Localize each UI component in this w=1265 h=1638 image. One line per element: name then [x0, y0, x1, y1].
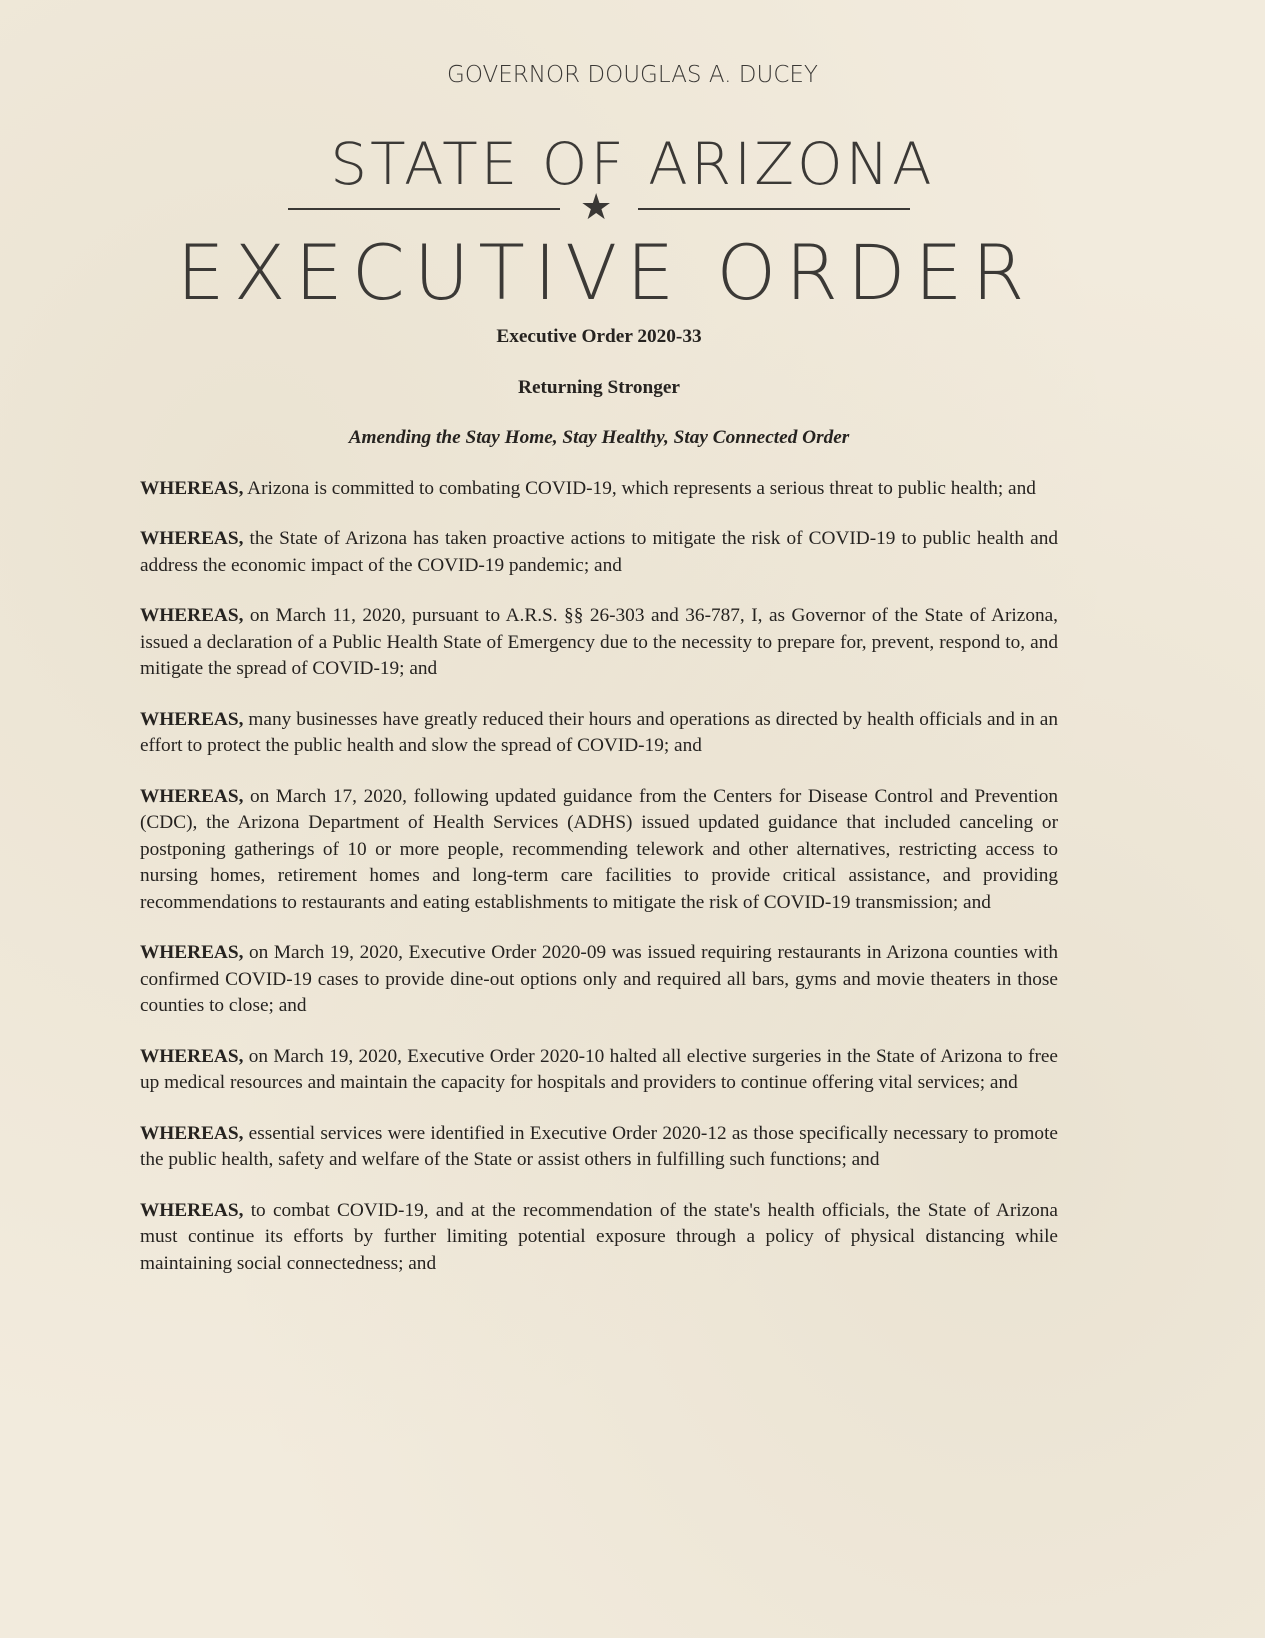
divider-line-right	[638, 208, 910, 210]
whereas-paragraph	[140, 1198, 1058, 1278]
whereas-paragraph	[140, 707, 1058, 760]
whereas-text: on March 11, 2020, pursuant to A.R.S. §§ 26-303 and 36-787, I, as Governor of the State of Arizona, issued a declaration of a Public Health State of Emergency due to the necessity to prepare for, prevent, respond to, and mitigate the spread of COVID-19; and	[140, 605, 1058, 679]
whereas-paragraph	[140, 603, 1058, 683]
whereas-lead: WHEREAS,	[140, 1199, 244, 1221]
document-body	[140, 324, 1058, 1301]
whereas-lead: WHEREAS,	[140, 785, 244, 807]
whereas-text: the State of Arizona has taken proactive actions to mitigate the risk of COVID-19 to public health and address the economic impact of the COVID-19 pandemic; and	[140, 528, 1058, 576]
whereas-text: on March 17, 2020, following updated guidance from the Centers for Disease Control and Prevention (CDC), the Arizona Department of Health Services (ADHS) issued updated guidance that included canceling or postponing gatherings of 10 or more people, recommending telework and other alternatives, restricting access to nursing homes, retirement homes and long-term care facilities to provide critical assistance, and providing recommendations to restaurants and eating establishments to mitigate the risk of COVID-19 transmission; and	[140, 785, 1058, 913]
whereas-paragraph	[140, 1044, 1058, 1097]
whereas-lead: WHEREAS,	[140, 528, 244, 549]
whereas-text: Arizona is committed to combating COVID-19, which represents a serious threat to public health; and	[243, 477, 1036, 499]
whereas-lead: WHEREAS,	[140, 1045, 244, 1067]
order-subtitle: Amending the Stay Home, Stay Healthy, Stay Connected Order	[348, 427, 850, 448]
whereas-text: essential services were identified in Executive Order 2020-12 as those specifically necessary to promote the public health, safety and welfare of the State or assist others in fulfilling such functions; and	[140, 1122, 1058, 1170]
whereas-paragraph	[140, 526, 1058, 579]
executive-order-heading: EXECUTIVE ORDER	[176, 228, 1034, 317]
whereas-text: to combat COVID-19, and at the recommendation of the state's health officials, the State of Arizona must continue its efforts by further limiting potential exposure through a policy of physical distancing while maintaining social connectedness; and	[140, 1199, 1058, 1274]
state-heading: STATE OF ARIZONA	[330, 130, 935, 198]
whereas-clauses	[140, 476, 1058, 1278]
whereas-lead: WHEREAS,	[140, 1122, 244, 1144]
whereas-text: on March 19, 2020, Executive Order 2020-09 was issued requiring restaurants in Arizona counties with confirmed COVID-19 cases to provide dine-out options only and required all bars, gyms and movie theaters in those counties to close; and	[140, 942, 1058, 1016]
whereas-paragraph	[140, 476, 1058, 503]
whereas-lead: WHEREAS,	[140, 605, 244, 626]
star-icon: ★	[580, 187, 613, 228]
order-name: Returning Stronger	[518, 376, 680, 398]
governor-name: GOVERNOR DOUGLAS A. DUCEY	[447, 62, 818, 88]
whereas-lead: WHEREAS,	[140, 942, 244, 963]
whereas-lead: WHEREAS,	[140, 477, 244, 499]
whereas-text: on March 19, 2020, Executive Order 2020-10 halted all elective surgeries in the State of Arizona to free up medical resources and maintain the capacity for hospitals and providers to continue offering vital services; and	[140, 1045, 1058, 1093]
whereas-text: many businesses have greatly reduced their hours and operations as directed by health officials and in an effort to protect the public health and slow the spread of COVID-19; and	[140, 708, 1058, 756]
whereas-paragraph	[140, 940, 1058, 1020]
order-number: Executive Order 2020-33	[496, 326, 702, 347]
whereas-paragraph	[140, 784, 1058, 917]
whereas-lead: WHEREAS,	[140, 708, 244, 730]
header-divider	[288, 187, 910, 228]
whereas-paragraph	[140, 1121, 1058, 1174]
divider-line-left	[288, 208, 560, 210]
